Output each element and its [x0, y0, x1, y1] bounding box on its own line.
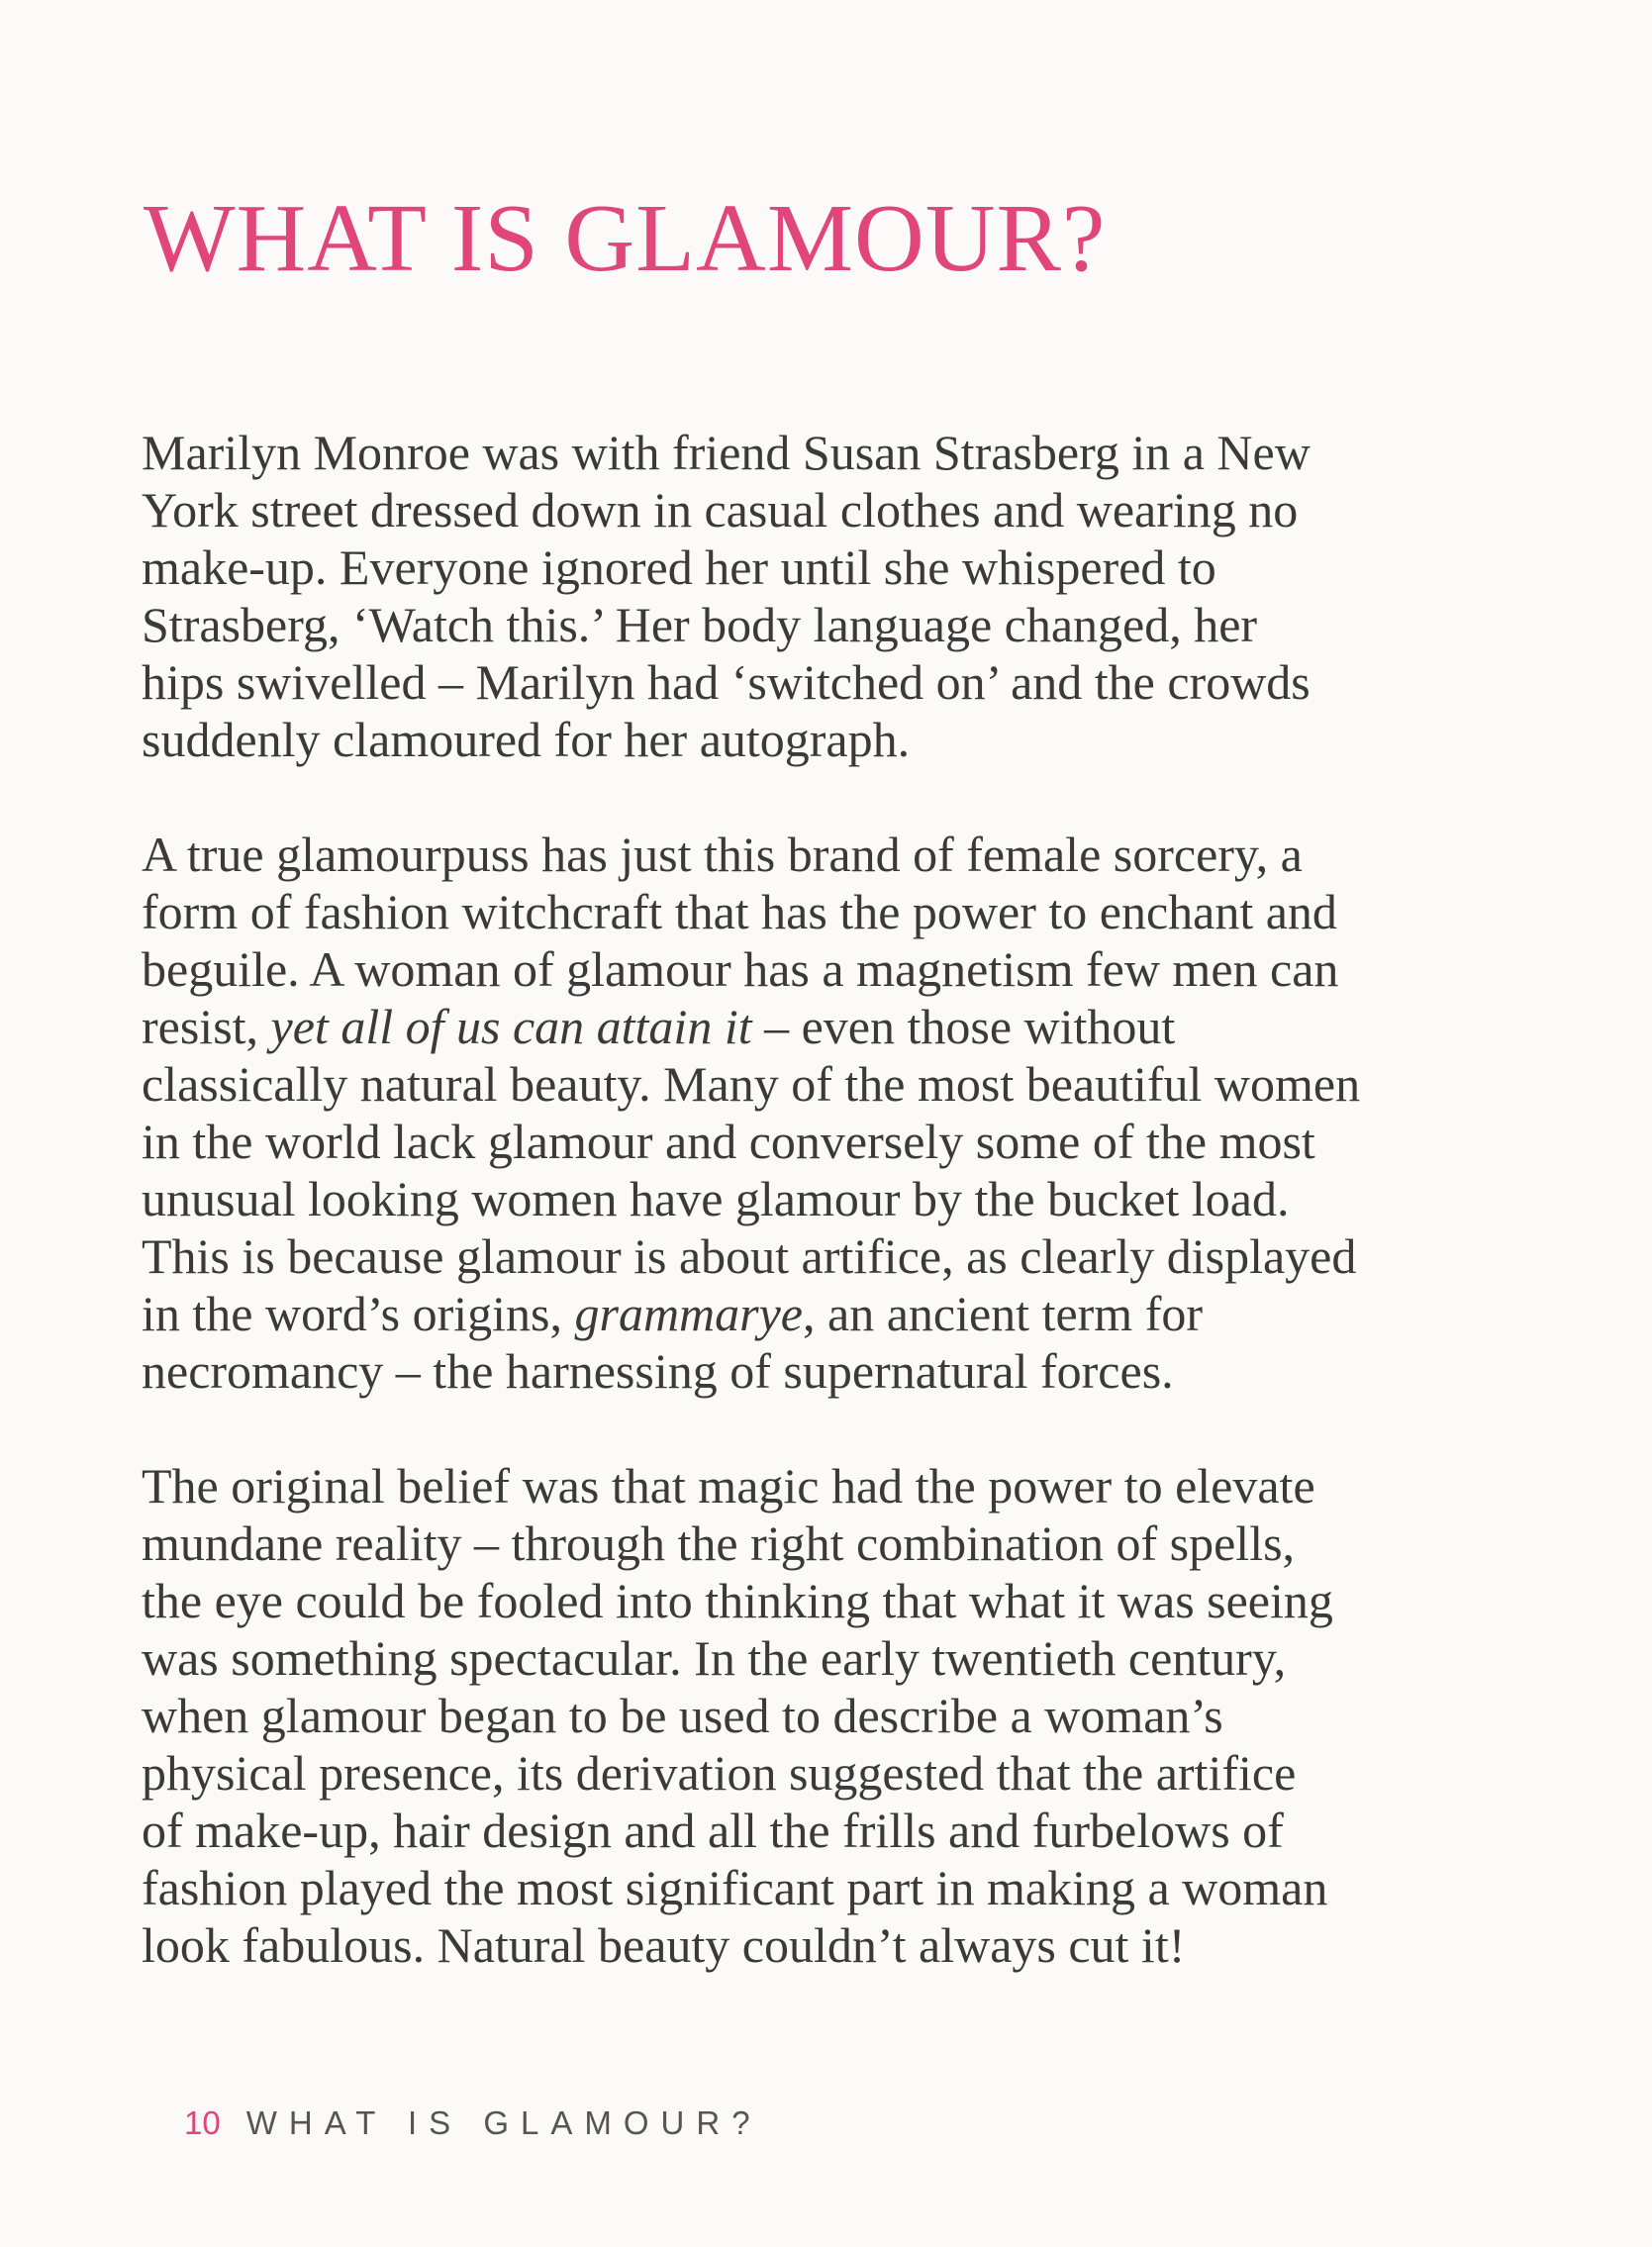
text-line — [142, 711, 1517, 768]
text-segment: necromancy – the harnessing of supernatural forces. — [142, 1343, 1174, 1399]
text-segment: – even those without — [751, 999, 1176, 1054]
text-line — [142, 1342, 1517, 1400]
text-line — [142, 424, 1517, 481]
paragraph — [142, 1457, 1517, 1974]
text-line — [142, 1572, 1517, 1629]
italic-text: yet all of us can attain it — [270, 999, 752, 1054]
text-segment: resist, — [142, 999, 271, 1054]
paragraph — [142, 424, 1517, 768]
text-segment: A true glamourpuss has just this brand of female sorcery, a — [142, 827, 1303, 882]
italic-text: grammarye — [574, 1286, 804, 1341]
text-line — [142, 883, 1517, 940]
text-segment: suddenly clamoured for her autograph. — [142, 712, 911, 767]
text-segment: classically natural beauty. Many of the most beautiful women — [142, 1056, 1361, 1112]
text-line — [142, 1802, 1517, 1859]
text-line — [142, 1285, 1517, 1342]
text-segment: , an ancient term for — [803, 1286, 1203, 1341]
paragraph — [142, 826, 1517, 1400]
text-segment: the eye could be fooled into thinking that what it was seeing — [142, 1573, 1333, 1628]
page-number: 10 — [184, 2104, 221, 2141]
text-segment: mundane reality – through the right combination of spells, — [142, 1515, 1296, 1571]
text-segment: was something spectacular. In the early twentieth century, — [142, 1630, 1287, 1686]
text-line — [142, 481, 1517, 538]
text-line — [142, 1859, 1517, 1916]
text-line — [142, 1744, 1517, 1802]
running-title: WHAT IS GLAMOUR? — [245, 2104, 762, 2141]
text-segment: in the world lack glamour and conversely some of the most — [142, 1114, 1315, 1169]
text-line — [142, 940, 1517, 998]
text-segment: Marilyn Monroe was with friend Susan Strasberg in a New — [142, 425, 1311, 480]
text-segment: Strasberg, ‘Watch this.’ Her body language changed, her — [142, 597, 1258, 652]
text-line — [142, 1629, 1517, 1687]
text-segment: make-up. Everyone ignored her until she whispered to — [142, 539, 1216, 595]
text-line — [142, 596, 1517, 653]
text-segment: unusual looking women have glamour by the bucket load. — [142, 1171, 1290, 1226]
text-segment: fashion played the most significant part in making a woman — [142, 1860, 1328, 1915]
text-line — [142, 998, 1517, 1055]
text-line — [142, 653, 1517, 711]
text-line — [142, 1687, 1517, 1744]
text-line — [142, 538, 1517, 596]
text-line — [142, 1227, 1517, 1285]
text-segment: in the word’s origins, — [142, 1286, 575, 1341]
body-text — [142, 424, 1517, 2031]
text-segment: hips swivelled – Marilyn had ‘switched on’ and the crowds — [142, 654, 1311, 710]
text-segment: physical presence, its derivation suggested that the artifice — [142, 1745, 1297, 1801]
text-segment: look fabulous. Natural beauty couldn’t always cut it! — [142, 1917, 1186, 1973]
page-footer — [184, 2106, 762, 2139]
text-segment: when glamour began to be used to describe a woman’s — [142, 1688, 1223, 1743]
text-line — [142, 1055, 1517, 1113]
chapter-title: WHAT IS GLAMOUR? — [144, 185, 1107, 292]
text-segment: York street dressed down in casual clothes and wearing no — [142, 482, 1299, 537]
text-line — [142, 826, 1517, 883]
text-segment: The original belief was that magic had the power to elevate — [142, 1458, 1315, 1514]
text-line — [142, 1113, 1517, 1170]
text-segment: form of fashion witchcraft that has the power to enchant and — [142, 884, 1337, 939]
text-segment: beguile. A woman of glamour has a magnetism few men can — [142, 941, 1339, 997]
text-segment: of make-up, hair design and all the frills and furbelows of — [142, 1803, 1284, 1858]
text-line — [142, 1457, 1517, 1514]
text-line — [142, 1514, 1517, 1572]
text-segment: This is because glamour is about artifice, as clearly displayed — [142, 1228, 1357, 1284]
text-line — [142, 1916, 1517, 1974]
text-line — [142, 1170, 1517, 1227]
